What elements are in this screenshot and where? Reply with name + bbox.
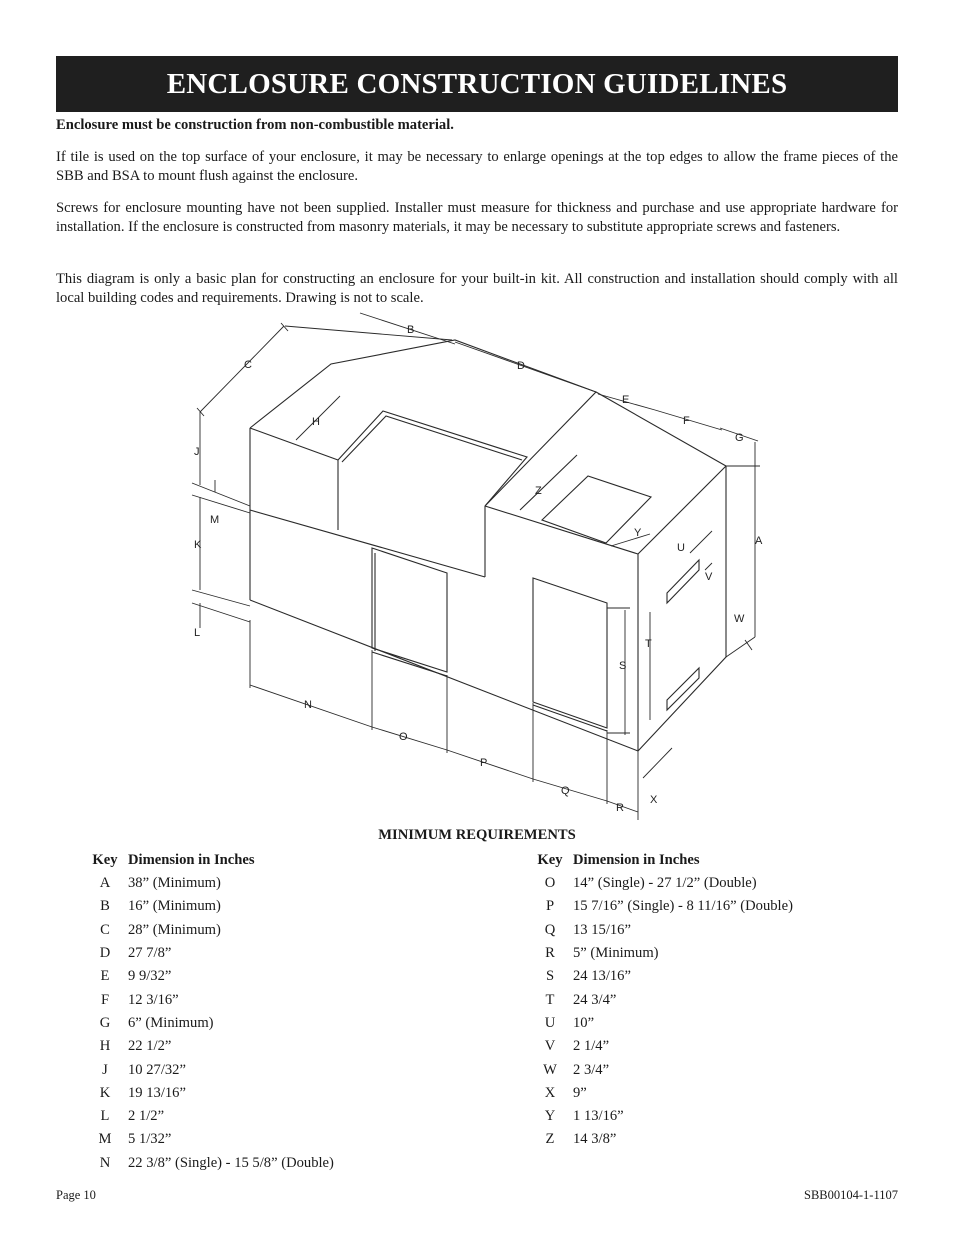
requirement-row xyxy=(527,1058,793,1081)
requirement-row xyxy=(82,1128,334,1151)
dimension-cell: 2 3/4” xyxy=(573,1061,610,1078)
label-a: A xyxy=(755,535,763,547)
label-c: C xyxy=(244,359,252,371)
label-s: S xyxy=(619,660,627,672)
dimension-cell: 24 3/4” xyxy=(573,991,617,1008)
requirement-row xyxy=(82,895,334,918)
diagram-note-paragraph: This diagram is only a basic plan for constructing an enclosure for your built-in kit. All construction and installation should comply with all local building codes and requirements. Drawing is not to scale. xyxy=(56,271,898,306)
key-cell: C xyxy=(100,921,110,938)
dimension-lines xyxy=(192,313,760,820)
label-h: H xyxy=(312,416,320,428)
requirement-row xyxy=(82,919,334,942)
requirement-row xyxy=(527,1035,793,1058)
requirement-row xyxy=(527,1128,793,1151)
label-x: X xyxy=(650,794,658,806)
requirement-row xyxy=(527,1082,793,1105)
key-cell: J xyxy=(102,1061,108,1078)
key-cell: F xyxy=(100,991,110,1008)
label-g: G xyxy=(735,432,744,444)
requirement-row xyxy=(527,965,793,988)
requirement-row xyxy=(82,1082,334,1105)
dimension-cell: 12 3/16” xyxy=(128,991,179,1008)
requirement-row xyxy=(527,919,793,942)
dimension-cell: 22 3/8” (Single) - 15 5/8” (Double) xyxy=(128,1154,334,1171)
requirement-row xyxy=(82,1035,334,1058)
key-cell: E xyxy=(100,968,110,985)
dimension-header: Dimension in Inches xyxy=(128,852,255,868)
requirement-row xyxy=(527,988,793,1011)
dimension-cell: 19 13/16” xyxy=(128,1084,186,1101)
dimension-cell: 16” (Minimum) xyxy=(128,898,221,915)
requirements-table-right xyxy=(527,849,793,1152)
dimension-cell: 2 1/2” xyxy=(128,1108,165,1125)
label-q: Q xyxy=(561,785,570,797)
dimension-cell: 1 13/16” xyxy=(573,1108,624,1125)
key-cell: W xyxy=(543,1061,557,1078)
dimension-cell: 15 7/16” (Single) - 8 11/16” (Double) xyxy=(573,898,793,915)
label-n: N xyxy=(304,699,312,711)
requirement-row xyxy=(82,965,334,988)
label-v: V xyxy=(705,571,713,583)
key-cell: Q xyxy=(544,921,556,938)
requirements-title: MINIMUM REQUIREMENTS xyxy=(378,827,576,843)
dimension-cell: 10” xyxy=(573,1014,595,1031)
requirement-row xyxy=(527,1012,793,1035)
key-cell: O xyxy=(544,875,556,892)
key-cell: R xyxy=(545,945,555,962)
label-w: W xyxy=(734,613,745,625)
tile-paragraph: If tile is used on the top surface of your enclosure, it may be necessary to enlarge openings at the top edges to allow the frame pieces of the SBB and BSA to mount flush against the enclosure. xyxy=(56,149,898,184)
key-cell: S xyxy=(545,968,555,985)
requirement-row xyxy=(527,872,793,895)
requirement-row xyxy=(527,942,793,965)
key-cell: N xyxy=(99,1154,111,1171)
requirement-row xyxy=(527,1105,793,1128)
label-d: D xyxy=(517,360,525,372)
key-cell: D xyxy=(99,945,111,962)
label-u: U xyxy=(677,542,685,554)
label-r: R xyxy=(616,802,624,814)
dimension-cell: 28” (Minimum) xyxy=(128,921,221,938)
dimension-cell: 5” (Minimum) xyxy=(573,945,659,962)
requirement-row xyxy=(82,988,334,1011)
label-t: T xyxy=(645,638,652,650)
requirement-row xyxy=(82,1012,334,1035)
page-number: Page 10 xyxy=(56,1188,96,1202)
dimension-cell: 2 1/4” xyxy=(573,1038,610,1055)
key-cell: A xyxy=(99,875,111,892)
key-cell: G xyxy=(99,1014,111,1031)
dimension-cell: 14” (Single) - 27 1/2” (Double) xyxy=(573,875,757,892)
requirement-row xyxy=(82,942,334,965)
label-y: Y xyxy=(634,527,642,539)
key-cell: Y xyxy=(544,1108,556,1125)
key-cell: M xyxy=(98,1131,112,1148)
dimension-cell: 38” (Minimum) xyxy=(128,875,221,892)
dimension-cell: 5 1/32” xyxy=(128,1131,172,1148)
dimension-cell: 22 1/2” xyxy=(128,1038,172,1055)
dimension-cell: 27 7/8” xyxy=(128,945,172,962)
key-cell: H xyxy=(99,1038,111,1055)
dimension-cell: 9” xyxy=(573,1084,587,1101)
enclosure-diagram xyxy=(180,310,780,830)
requirement-row xyxy=(82,1058,334,1081)
key-cell: U xyxy=(544,1014,556,1031)
requirement-row xyxy=(82,872,334,895)
key-cell: K xyxy=(99,1084,111,1101)
dimension-cell: 14 3/8” xyxy=(573,1131,617,1148)
key-header: Key xyxy=(537,852,563,868)
requirements-table-left xyxy=(82,849,334,1175)
requirement-row xyxy=(527,895,793,918)
requirement-row xyxy=(82,1105,334,1128)
dimension-header: Dimension in Inches xyxy=(573,852,700,868)
label-f: F xyxy=(683,415,690,427)
page-title: ENCLOSURE CONSTRUCTION GUIDELINES xyxy=(166,67,788,100)
key-header: Key xyxy=(92,852,118,868)
dimension-cell: 13 15/16” xyxy=(573,921,631,938)
label-o: O xyxy=(399,731,408,743)
dimension-labels xyxy=(194,324,763,814)
key-cell: T xyxy=(545,991,555,1008)
key-cell: L xyxy=(100,1108,110,1125)
dimension-cell: 9 9/32” xyxy=(128,968,172,985)
label-p: P xyxy=(480,757,488,769)
dimension-cell: 6” (Minimum) xyxy=(128,1014,214,1031)
dimension-cell: 10 27/32” xyxy=(128,1061,186,1078)
requirement-row xyxy=(82,1152,334,1175)
label-k: K xyxy=(194,539,202,551)
key-cell: P xyxy=(545,898,555,915)
label-z: Z xyxy=(535,485,542,497)
label-b: B xyxy=(407,324,415,336)
material-notice: Enclosure must be construction from non-combustible material. xyxy=(56,117,454,133)
label-m: M xyxy=(210,514,220,526)
key-cell: V xyxy=(544,1038,556,1055)
label-e: E xyxy=(622,394,630,406)
screws-paragraph: Screws for enclosure mounting have not been supplied. Installer must measure for thickness and purchase and use appropriate hardware for installation. If the enclosure is constructed from masonry materials, it may be necessary to substitute appropriate screws and fasteners. xyxy=(56,200,898,235)
key-cell: B xyxy=(100,898,110,915)
enclosure-body xyxy=(250,340,726,751)
key-cell: X xyxy=(544,1084,556,1101)
label-l: L xyxy=(194,627,201,639)
label-j: J xyxy=(194,446,200,458)
key-cell: Z xyxy=(545,1131,555,1148)
title-banner xyxy=(56,56,898,112)
dimension-cell: 24 13/16” xyxy=(573,968,631,985)
document-code: SBB00104-1-1107 xyxy=(804,1188,898,1202)
